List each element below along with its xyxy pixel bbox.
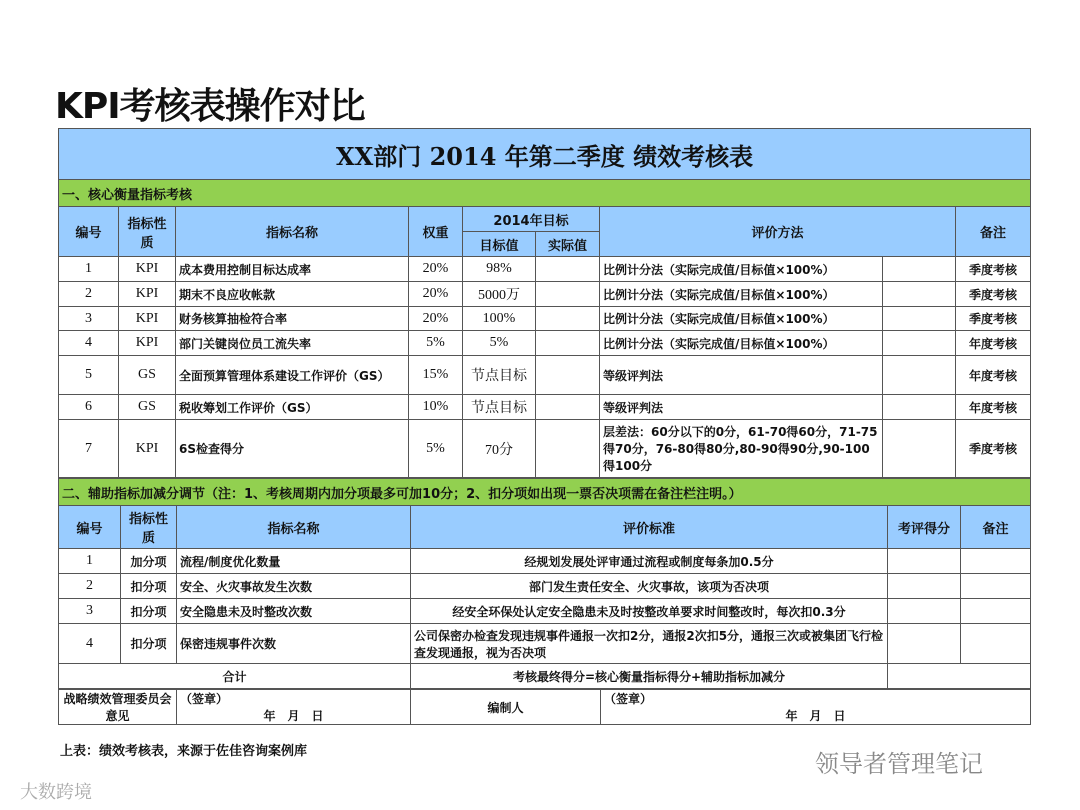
cell-type: KPI [119, 331, 176, 356]
header-weight: 权重 [409, 207, 463, 257]
watermark-left: 大数跨境 [20, 782, 92, 803]
cell-name: 财务核算抽检符合率 [176, 307, 409, 331]
cell-target: 100% [463, 307, 536, 331]
total-label: 合计 [59, 664, 411, 689]
cell-method: 比例计分法（实际完成值/目标值×100%） [600, 257, 883, 282]
cell-remark: 季度考核 [956, 282, 1031, 307]
editor-sign-cell [601, 690, 1031, 725]
section1-heading: 一、核心衡量指标考核 [59, 180, 1031, 207]
cell-target: 5000万 [463, 282, 536, 307]
cell-empty [536, 331, 600, 356]
cell-empty [536, 420, 600, 478]
cell-no: 5 [59, 356, 119, 395]
cell-method: 层差法：60分以下的0分，61-70得60分，71-75得70分，76-80得80分,80-90得90分,90-100得100分 [600, 420, 883, 478]
cell-type: GS [119, 356, 176, 395]
cell-empty [961, 599, 1031, 624]
committee-sign-cell [177, 690, 411, 725]
cell-name: 保密违规事件次数 [177, 624, 411, 664]
cell-no: 3 [59, 307, 119, 331]
cell-standard: 部门发生责任安全、火灾事故，该项为否决项 [411, 574, 888, 599]
cell-no: 1 [59, 549, 121, 574]
cell-remark: 季度考核 [956, 420, 1031, 478]
cell-standard: 经安全环保处认定安全隐患未及时按整改单要求时间整改时，每次扣0.3分 [411, 599, 888, 624]
cell-type: 扣分项 [121, 624, 177, 664]
table-row [59, 549, 1031, 574]
cell-empty [961, 574, 1031, 599]
header-remark: 备注 [956, 207, 1031, 257]
table-row [59, 331, 1031, 356]
cell-no: 3 [59, 599, 121, 624]
cell-name: 6S检查得分 [176, 420, 409, 478]
header-no: 编号 [59, 207, 119, 257]
cell-type: KPI [119, 257, 176, 282]
table-row [59, 624, 1031, 664]
header-name: 指标名称 [176, 207, 409, 257]
cell-name: 成本费用控制目标达成率 [176, 257, 409, 282]
cell-no: 4 [59, 624, 121, 664]
cell-name: 税收筹划工作评价（GS） [176, 395, 409, 420]
sign-label: （签章） [180, 692, 229, 706]
cell-empty [536, 282, 600, 307]
cell-name: 安全隐患未及时整改次数 [177, 599, 411, 624]
cell-no: 2 [59, 282, 119, 307]
cell-method: 比例计分法（实际完成值/目标值×100%） [600, 307, 883, 331]
header-no: 编号 [59, 506, 121, 549]
cell-empty [961, 624, 1031, 664]
cell-empty [536, 257, 600, 282]
sign-label: （签章） [604, 692, 653, 706]
cell-remark: 年度考核 [956, 356, 1031, 395]
cell-weight: 15% [409, 356, 463, 395]
cell-target: 节点目标 [463, 395, 536, 420]
table-row [59, 282, 1031, 307]
cell-weight: 20% [409, 282, 463, 307]
header-actual: 实际值 [536, 232, 600, 257]
cell-empty [888, 574, 961, 599]
table-row [59, 420, 1031, 478]
cell-no: 6 [59, 395, 119, 420]
cell-weight: 10% [409, 395, 463, 420]
page-title: KPI考核表操作对比 [55, 86, 365, 127]
header-score: 考评得分 [888, 506, 961, 549]
cell-weight: 20% [409, 307, 463, 331]
cell-remark: 年度考核 [956, 331, 1031, 356]
cell-weight: 5% [409, 420, 463, 478]
table-row [59, 356, 1031, 395]
cell-method: 比例计分法（实际完成值/目标值×100%） [600, 331, 883, 356]
cell-target: 98% [463, 257, 536, 282]
header-remark: 备注 [961, 506, 1031, 549]
cell-remark: 年度考核 [956, 395, 1031, 420]
cell-empty [883, 282, 956, 307]
cell-type: KPI [119, 307, 176, 331]
header-type: 指标性质 [121, 506, 177, 549]
table-row [59, 599, 1031, 624]
editor-label: 编制人 [411, 690, 601, 725]
cell-no: 7 [59, 420, 119, 478]
date-label: 年 月 日 [785, 709, 846, 723]
cell-type: KPI [119, 420, 176, 478]
cell-weight: 20% [409, 257, 463, 282]
table-title: XX部门 2014 年第二季度 绩效考核表 [59, 129, 1031, 180]
cell-no: 1 [59, 257, 119, 282]
cell-empty [883, 257, 956, 282]
header-target: 目标值 [463, 232, 536, 257]
cell-empty [536, 356, 600, 395]
header-standard: 评价标准 [411, 506, 888, 549]
watermark-right: 领导者管理笔记 [815, 750, 983, 778]
section2-heading: 二、辅助指标加减分调节（注：1、考核周期内加分项最多可加10分；2、扣分项如出现一票否决项需在备注栏注明。） [59, 479, 1031, 506]
cell-name: 安全、火灾事故发生次数 [177, 574, 411, 599]
cell-type: KPI [119, 282, 176, 307]
cell-target: 节点目标 [463, 356, 536, 395]
table-row [59, 307, 1031, 331]
cell-remark: 季度考核 [956, 307, 1031, 331]
header-name: 指标名称 [177, 506, 411, 549]
cell-empty [888, 599, 961, 624]
total-score-cell [888, 664, 1031, 689]
cell-type: 扣分项 [121, 599, 177, 624]
cell-empty [961, 549, 1031, 574]
cell-standard: 公司保密办检查发现违规事件通报一次扣2分，通报2次扣5分，通报三次或被集团飞行检查发现通报，视为否决项 [411, 624, 888, 664]
header-type: 指标性质 [119, 207, 176, 257]
cell-empty [536, 395, 600, 420]
cell-empty [883, 420, 956, 478]
cell-type: GS [119, 395, 176, 420]
cell-empty [883, 307, 956, 331]
cell-no: 4 [59, 331, 119, 356]
kpi-table [58, 128, 1030, 725]
table-row [59, 257, 1031, 282]
cell-standard: 经规划发展处评审通过流程或制度每条加0.5分 [411, 549, 888, 574]
caption: 上表：绩效考核表，来源于佐佳咨询案例库 [60, 744, 308, 759]
cell-weight: 5% [409, 331, 463, 356]
header-method: 评价方法 [600, 207, 956, 257]
cell-type: 加分项 [121, 549, 177, 574]
cell-empty [536, 307, 600, 331]
table-row [59, 395, 1031, 420]
cell-method: 等级评判法 [600, 395, 883, 420]
cell-name: 全面预算管理体系建设工作评价（GS） [176, 356, 409, 395]
table-row [59, 574, 1031, 599]
cell-name: 期末不良应收帐款 [176, 282, 409, 307]
cell-empty [888, 624, 961, 664]
cell-no: 2 [59, 574, 121, 599]
cell-remark: 季度考核 [956, 257, 1031, 282]
header-target-group: 2014年目标 [463, 207, 600, 232]
cell-empty [883, 356, 956, 395]
date-label: 年 月 日 [263, 709, 324, 723]
cell-target: 5% [463, 331, 536, 356]
cell-method: 比例计分法（实际完成值/目标值×100%） [600, 282, 883, 307]
cell-type: 扣分项 [121, 574, 177, 599]
cell-target: 70分 [463, 420, 536, 478]
cell-method: 等级评判法 [600, 356, 883, 395]
cell-empty [883, 395, 956, 420]
total-formula: 考核最终得分=核心衡量指标得分+辅助指标加减分 [411, 664, 888, 689]
cell-name: 部门关键岗位员工流失率 [176, 331, 409, 356]
cell-empty [888, 549, 961, 574]
cell-empty [883, 331, 956, 356]
committee-label: 战略绩效管理委员会意见 [59, 690, 177, 725]
cell-name: 流程/制度优化数量 [177, 549, 411, 574]
total-row [59, 664, 1031, 689]
